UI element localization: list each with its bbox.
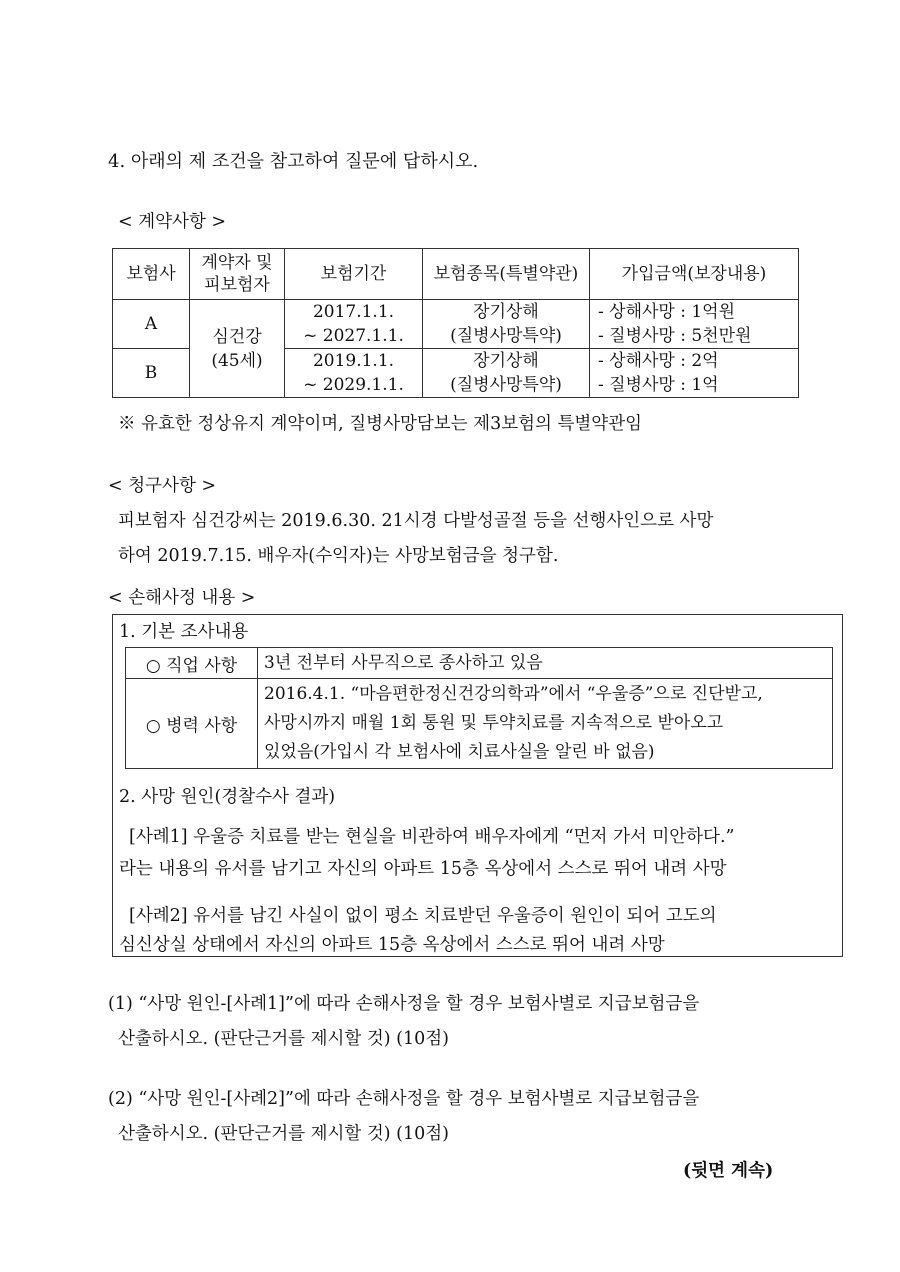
amount-b-accident: - 상해사망 : 2억 [598, 351, 719, 371]
contract-heading: < 계약사항 > [118, 212, 227, 232]
header-insured-line2: 피보험자 [204, 275, 270, 295]
history-value [258, 679, 833, 769]
amount-b-disease: - 질병사망 : 1억 [598, 375, 719, 395]
case2-line-1: [사례2] 유서를 남긴 사실이 없이 평소 치료받던 우울증이 원인이 되어 고도의 [129, 906, 717, 926]
case1-line-1: [사례1] 우울증 치료를 받는 현실을 비관하여 배우자에게 “먼저 가서 미안하다.” [129, 827, 735, 847]
period-b-start: 2019.1.1. [312, 351, 395, 371]
period-a-start: 2017.1.1. [312, 302, 395, 322]
contract-note: ※ 유효한 정상유지 계약이며, 질병사망담보는 제3보험의 특별약관임 [118, 414, 643, 434]
header-insured-line1: 계약자 및 [201, 253, 273, 273]
amount-a-accident: - 상해사망 : 1억원 [598, 302, 736, 322]
period-a-end: ~ 2027.1.1. [303, 326, 404, 346]
claim-line-2: 하여 2019.7.15. 배우자(수익자)는 사망보험금을 청구함. [118, 546, 559, 566]
type-a-rider: (질병사망특약) [450, 326, 562, 346]
header-company: 보험사 [113, 249, 190, 300]
type-b-rider: (질병사망특약) [450, 375, 562, 395]
amount-b [590, 349, 799, 398]
header-period: 보험기간 [285, 249, 423, 300]
period-a [285, 300, 423, 349]
job-row [126, 648, 833, 679]
loss-heading: < 손해사정 내용 > [108, 588, 256, 608]
contract-row-a [113, 300, 799, 349]
job-label: ○ 직업 사항 [126, 648, 258, 679]
case2-line-2: 심신상실 상태에서 자신의 아파트 15층 옥상에서 스스로 뛰어 내려 사망 [119, 935, 665, 955]
history-line-3: 있었음(가입시 각 보험사에 치료사실을 알린 바 없음) [264, 742, 655, 762]
type-a-main: 장기상해 [473, 302, 539, 322]
q2-line-2: 산출하시오. (판단근거를 제시할 것) (10점) [118, 1124, 449, 1144]
history-label: ○ 병력 사항 [126, 679, 258, 769]
history-line-1: 2016.4.1. “마음편한정신건강의학과”에서 “우울증”으로 진단받고, [264, 684, 763, 704]
type-b [423, 349, 590, 398]
claim-line-1: 피보험자 심건강씨는 2019.6.30. 21시경 다발성골절 등을 선행사인으로 사망 [118, 511, 714, 531]
period-b [285, 349, 423, 398]
company-a: A [113, 300, 190, 349]
claim-heading: < 청구사항 > [108, 476, 217, 496]
insured-age: (45세) [211, 350, 263, 371]
company-b: B [113, 349, 190, 398]
amount-a-disease: - 질병사망 : 5천만원 [598, 326, 752, 346]
cause-title: 2. 사망 원인(경찰수사 결과) [119, 787, 336, 807]
q2-line-1: (2) “사망 원인-[사례2]”에 따라 손해사정을 할 경우 보험사별로 지급보험금을 [108, 1089, 700, 1109]
basic-title: 1. 기본 조사내용 [119, 622, 249, 642]
job-value: 3년 전부터 사무직으로 종사하고 있음 [258, 648, 833, 679]
basic-info-table [125, 647, 833, 769]
header-type: 보험종목(특별약관) [423, 249, 590, 300]
q1-line-1: (1) “사망 원인-[사례1]”에 따라 손해사정을 할 경우 보험사별로 지급보험금을 [108, 994, 700, 1014]
q1-line-2: 산출하시오. (판단근거를 제시할 것) (10점) [118, 1029, 449, 1049]
insured-name: 심건강 [212, 326, 262, 347]
continued-note: (뒷면 계속) [683, 1161, 774, 1181]
header-insured [190, 249, 285, 300]
history-row [126, 679, 833, 769]
contract-table [112, 248, 799, 398]
type-a [423, 300, 590, 349]
question-title: 4. 아래의 제 조건을 참고하여 질문에 답하시오. [108, 151, 479, 172]
contract-header-row [113, 249, 799, 300]
history-line-2: 사망시까지 매월 1회 통원 및 투약치료를 지속적으로 받아오고 [264, 713, 724, 733]
amount-a [590, 300, 799, 349]
header-amount: 가입금액(보장내용) [590, 249, 799, 300]
period-b-end: ~ 2029.1.1. [303, 375, 404, 395]
case1-line-2: 라는 내용의 유서를 남기고 자신의 아파트 15층 옥상에서 스스로 뛰어 내려 사망 [119, 859, 727, 879]
type-b-main: 장기상해 [473, 351, 539, 371]
insured-cell [190, 300, 285, 398]
